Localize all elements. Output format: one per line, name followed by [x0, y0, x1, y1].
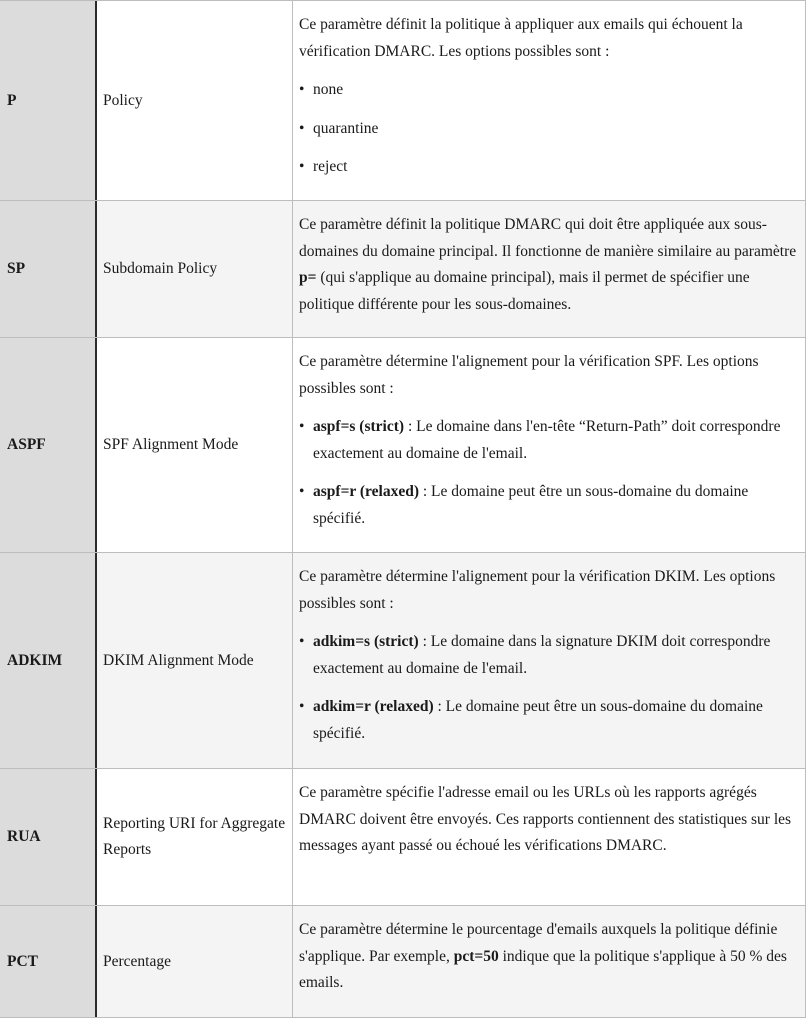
parameter-name-cell: Percentage [97, 906, 293, 1017]
list-item: • adkim=r (relaxed) : Le domaine peut être un sous-domaine du domaine spécifié. [299, 694, 799, 747]
bullet-icon: • [299, 158, 305, 175]
table-row-p [0, 1, 806, 201]
parameter-name-cell: DKIM Alignment Mode [97, 553, 293, 768]
tag-cell: P [0, 1, 97, 200]
description-text: Ce paramètre définit la politique à appliquer aux emails qui échouent la vérification DMARC. Les options possibles sont : [299, 16, 743, 60]
table-row-pct [0, 906, 806, 1018]
tag-cell: SP [0, 201, 97, 337]
table-row-adkim [0, 553, 806, 769]
list-item: • adkim=s (strict) : Le domaine dans la signature DKIM doit correspondre exactement au domaine de l'email. [299, 629, 799, 682]
table-row-sp [0, 201, 806, 338]
parameter-name-cell: SPF Alignment Mode [97, 338, 293, 552]
bullet-icon: • [299, 119, 305, 137]
bullet-icon: • [299, 418, 305, 435]
description-text: Ce paramètre détermine le pourcentage d'emails auxquels la politique définie s'applique. Par exemple, pct=50 indique que la politique s'applique à 50 % des emails. [299, 921, 787, 991]
table-row-rua [0, 769, 806, 906]
parameter-name-cell: Reporting URI for Aggregate Reports [97, 769, 293, 905]
description-cell [293, 338, 806, 552]
description-text: Ce paramètre détermine l'alignement pour la vérification SPF. Les options possibles sont : [299, 353, 759, 397]
description-text: Ce paramètre spécifie l'adresse email ou les URLs où les rapports agrégés DMARC doivent être envoyés. Ces rapports contiennent des statistiques sur les messages ayant passé ou échoué les vérifications DMARC. [299, 784, 792, 854]
list-item: • none [299, 77, 799, 104]
list-item: • reject [299, 154, 799, 181]
options-list [299, 414, 799, 532]
description-text: Ce paramètre détermine l'alignement pour la vérification DKIM. Les options possibles sont : [299, 568, 776, 612]
tag-cell: ASPF [0, 338, 97, 552]
bullet-icon: • [299, 483, 305, 500]
description-text: Ce paramètre définit la politique DMARC qui doit être appliquée aux sous-domaines du domaine principal. Il fonctionne de manière similaire au paramètre p= (qui s'applique au domaine principal), mais il permet de spécifier une politique différente pour les sous-domaines. [299, 216, 797, 313]
description-cell [293, 553, 806, 768]
bullet-icon: • [299, 698, 305, 715]
tag-cell: RUA [0, 769, 97, 905]
table-row-aspf [0, 338, 806, 553]
tag-cell: PCT [0, 906, 97, 1017]
list-item: • aspf=r (relaxed) : Le domaine peut être un sous-domaine du domaine spécifié. [299, 479, 799, 532]
parameter-name-cell: Subdomain Policy [97, 201, 293, 337]
tag-cell: ADKIM [0, 553, 97, 768]
bullet-icon: • [299, 633, 305, 650]
description-cell [293, 201, 806, 337]
description-cell [293, 769, 806, 905]
description-cell [293, 906, 806, 1017]
bullet-icon: • [299, 81, 305, 98]
description-cell [293, 1, 806, 200]
options-list [299, 77, 799, 181]
list-item: • aspf=s (strict) : Le domaine dans l'en-tête “Return-Path” doit correspondre exactement au domaine de l'email. [299, 414, 799, 467]
options-list [299, 629, 799, 747]
list-item: • quarantine [299, 116, 799, 143]
parameter-name-cell: Policy [97, 1, 293, 200]
